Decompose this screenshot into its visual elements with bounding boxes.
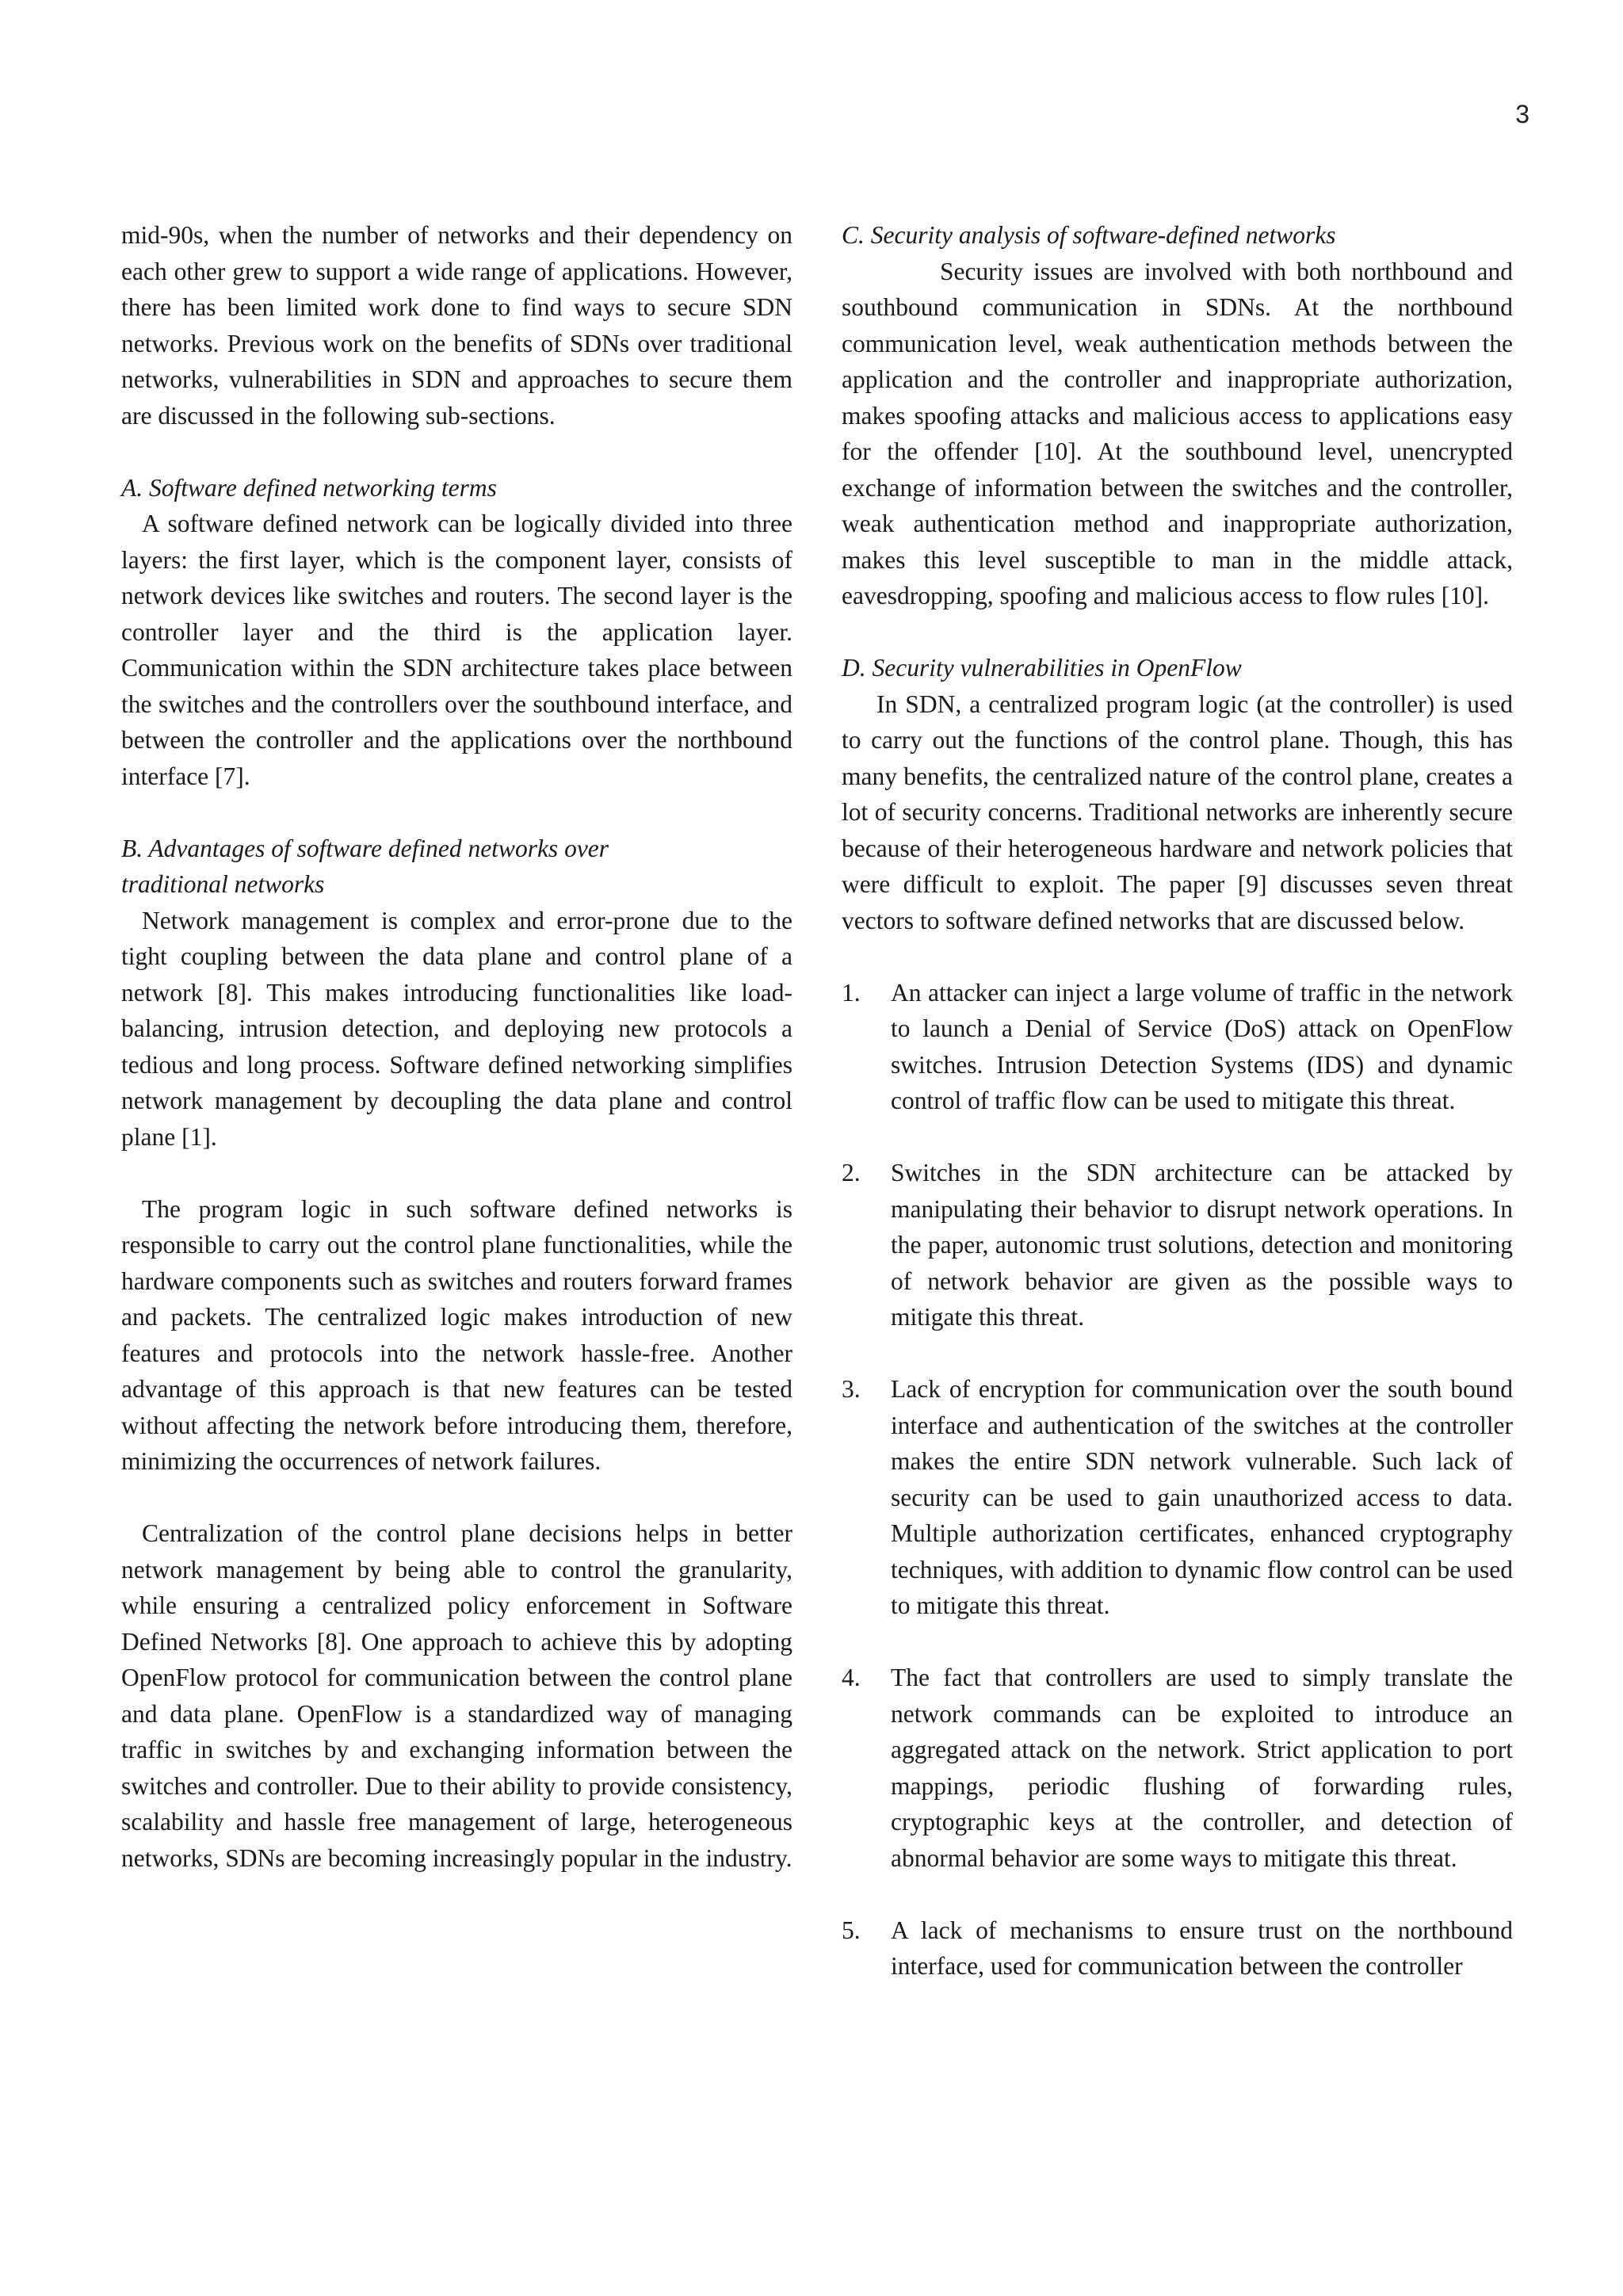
- list-item-number: 3.: [842, 1375, 861, 1403]
- section-b-paragraph-3: Centralization of the control plane decisions helps in better network management by being able to control the granularity, while ensuring a centralized policy enforcement in Software Defined Networks [8]. One approach to achieve this by adopting OpenFlow protocol for communication between the control plane and data plane. OpenFlow is a standardized way of managing traffic in switches by and exchanging information between the switches and controller. Due to their ability to provide consistency, scalability and hassle free management of large, heterogeneous networks, SDNs are becoming increasingly popular in the industry.: [121, 1519, 792, 1872]
- list-item: [842, 1155, 1513, 1335]
- section-b-paragraph-2: The program logic in such software defined networks is responsible to carry out the control plane functionalities, while the hardware components such as switches and routers forward frames and packets. The centralized logic makes introduction of new features and protocols into the network hassle-free. Another advantage of this approach is that new features can be tested without affecting the network before introducing them, therefore, minimizing the occurrences of network failures.: [121, 1194, 792, 1475]
- list-item: [842, 1371, 1513, 1624]
- list-item-number: 1.: [842, 978, 861, 1007]
- intro-paragraph: mid-90s, when the number of networks and their dependency on each other grew to support a wide range of applications. However, there has been limited work done to find ways to secure SDN networks. Previous work on the benefits of SDNs over traditional networks, vulnerabilities in SDN and approaches to secure them are discussed in the following sub-sections.: [121, 221, 792, 430]
- list-item: [842, 975, 1513, 1119]
- list-item-text: An attacker can inject a large volume of traffic in the network to launch a Denial of Service (DoS) attack on OpenFlow switches. Intrusion Detection Systems (IDS) and dynamic control of traffic flow can be used to mitigate this threat.: [891, 978, 1513, 1114]
- section-d-paragraph: In SDN, a centralized program logic (at the controller) is used to carry out the functions of the control plane. Though, this has many benefits, the centralized nature of the control plane, creates a lot of security concerns. Traditional networks are inherently secure because of their heterogeneous hardware and network policies that were difficult to exploit. The paper [9] discusses seven threat vectors to software defined networks that are discussed below.: [842, 690, 1513, 934]
- list-item: [842, 1660, 1513, 1876]
- list-item: [842, 1912, 1513, 1985]
- left-column: [121, 217, 792, 1876]
- right-column: [842, 217, 1513, 1985]
- section-a-heading: A. Software defined networking terms: [121, 473, 497, 502]
- threat-list: [842, 975, 1513, 1985]
- list-item-text: A lack of mechanisms to ensure trust on the northbound interface, used for communication between the controller: [891, 1916, 1513, 1980]
- page-number: 3: [1515, 100, 1529, 128]
- section-d-heading: D. Security vulnerabilities in OpenFlow: [842, 654, 1242, 682]
- list-item-number: 2.: [842, 1159, 861, 1186]
- list-item-text: Lack of encryption for communication over the south bound interface and authentication of the switches at the controller makes the entire SDN network vulnerable. Such lack of security can be used to gain unauthorized access to data. Multiple authorization certificates, enhanced cryptography techniques, with addition to dynamic flow control can be used to mitigate this threat.: [891, 1375, 1513, 1619]
- section-c-paragraph: Security issues are involved with both northbound and southbound communication in SDNs. At the northbound communication level, weak authentication methods between the application and the controller and inappropriate authorization, makes spoofing attacks and malicious access to applications easy for the offender [10]. At the southbound level, unencrypted exchange of information between the switches and the controller, weak authentication method and inappropriate authorization, makes this level susceptible to man in the middle attack, eavesdropping, spoofing and malicious access to flow rules [10].: [842, 257, 1513, 609]
- section-c-heading: C. Security analysis of software-defined networks: [842, 221, 1336, 249]
- list-item-text: The fact that controllers are used to simply translate the network commands can be exploited to introduce an aggregated attack on the network. Strict application to port mappings, periodic flushing of forwarding rules, cryptographic keys at the controller, and detection of abnormal behavior are some ways to mitigate this threat.: [891, 1664, 1513, 1872]
- list-item-text: Switches in the SDN architecture can be attacked by manipulating their behavior to disrupt network operations. In the paper, autonomic trust solutions, detection and monitoring of network behavior are given as the possible ways to mitigate this threat.: [891, 1159, 1513, 1331]
- section-b-heading-line1: B. Advantages of software defined networks over: [121, 834, 609, 862]
- section-b-heading-line2: traditional networks: [121, 870, 325, 898]
- section-b-paragraph-1: Network management is complex and error-prone due to the tight coupling between the data plane and control plane of a network [8]. This makes introducing functionalities like load-balancing, intrusion detection, and deploying new protocols a tedious and long process. Software defined networking simplifies network management by decoupling the data plane and control plane [1].: [121, 906, 792, 1151]
- section-a-paragraph: A software defined network can be logically divided into three layers: the first layer, which is the component layer, consists of network devices like switches and routers. The second layer is the controller layer and the third is the application layer. Communication within the SDN architecture takes place between the switches and the controllers over the southbound interface, and between the controller and the applications over the northbound interface [7].: [121, 510, 792, 790]
- list-item-number: 4.: [842, 1664, 861, 1691]
- list-item-number: 5.: [842, 1916, 861, 1944]
